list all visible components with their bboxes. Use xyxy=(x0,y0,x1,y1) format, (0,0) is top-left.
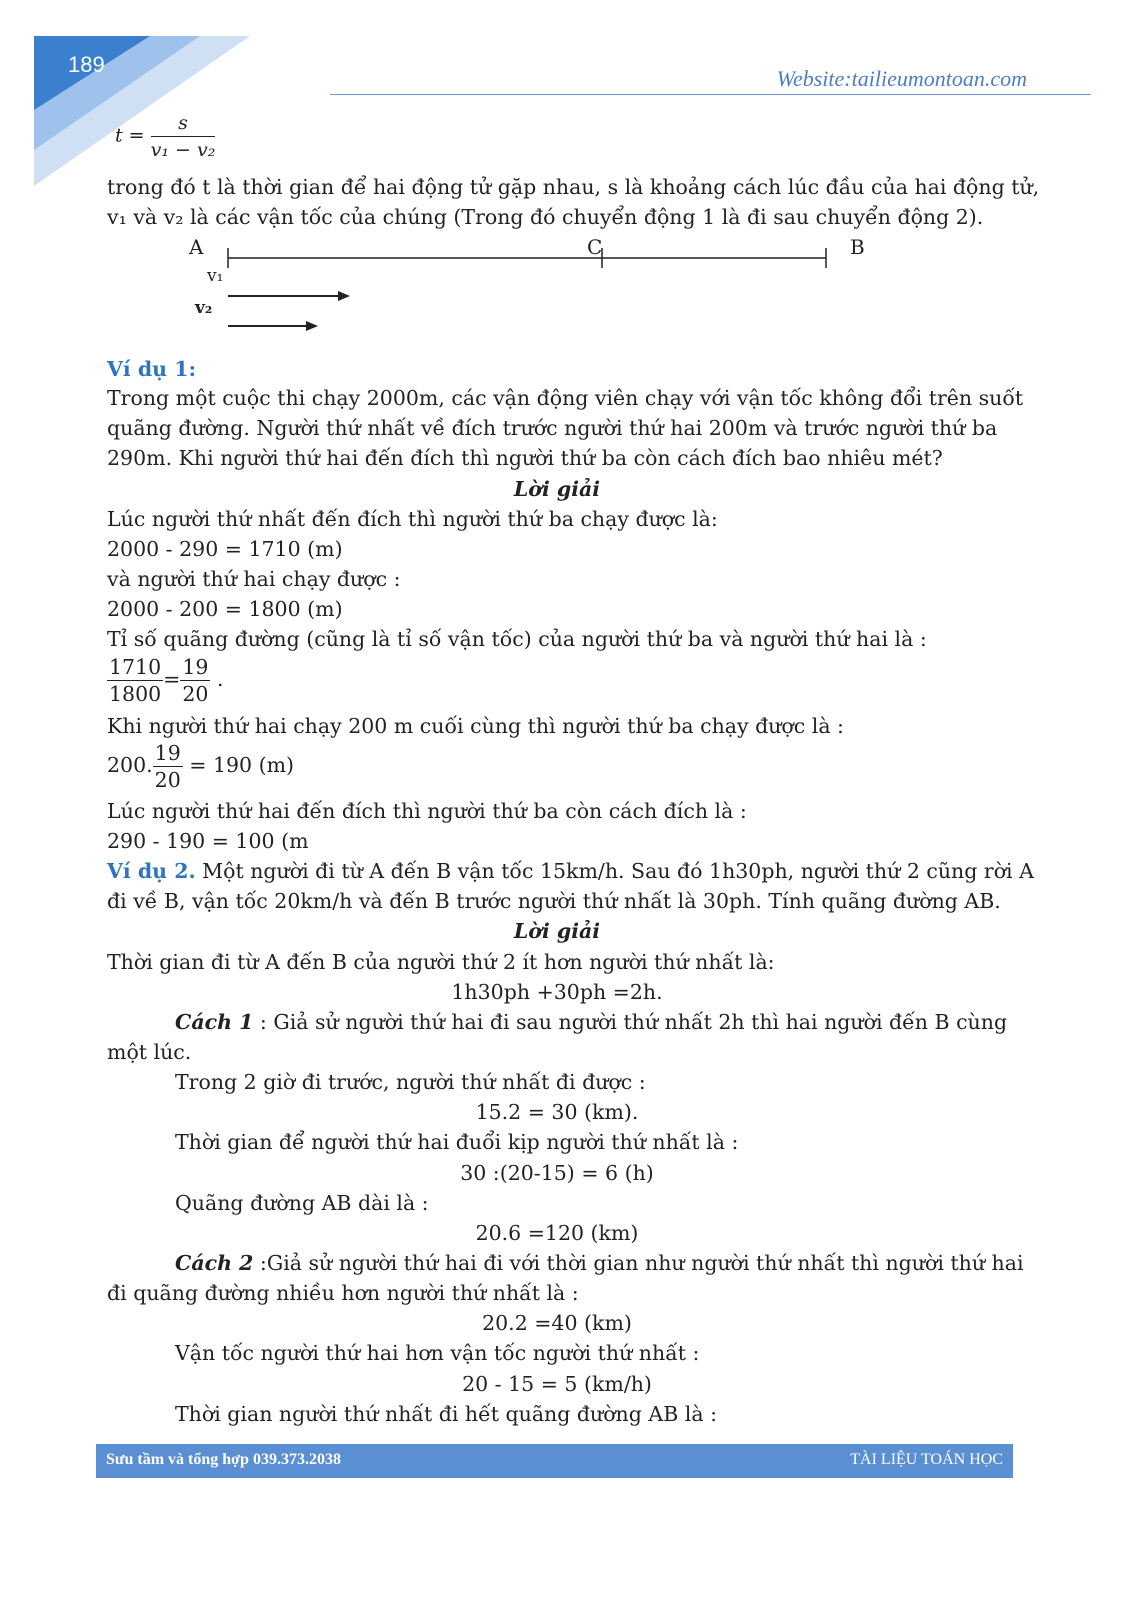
example2-problem-text: Một người đi từ A đến B vận tốc 15km/h. Sau đó 1h30ph, người thứ 2 cũng rời A xyxy=(195,859,1034,883)
ratio-fraction-2 xyxy=(180,654,210,707)
formula-lhs: t = xyxy=(115,124,145,147)
example1-problem-2: quãng đường. Người thứ nhất về đích trước người thứ hai 200m và trước người thứ ba xyxy=(107,416,998,440)
ratio-den-2: 20 xyxy=(182,682,209,706)
method2-line xyxy=(175,1250,1024,1276)
website-header: Website:tailieumontoan.com xyxy=(776,66,1027,91)
method1-f: 20.6 =120 (km) xyxy=(475,1221,639,1245)
ratio-fraction-1 xyxy=(107,654,163,707)
v2-label: v₂ xyxy=(195,298,213,318)
calc-pre: 200. xyxy=(107,753,153,777)
footer-right-text: TÀI LIỆU TOÁN HỌC xyxy=(850,1451,1003,1468)
example1-step-4: 2000 - 200 = 1800 (m) xyxy=(107,597,343,621)
formula-numerator: s xyxy=(151,110,216,137)
example2-problem-1 xyxy=(107,858,1034,884)
method2-label: Cách 2 xyxy=(175,1251,254,1275)
example2-step-2: 1h30ph +30ph =2h. xyxy=(451,980,663,1004)
method2-cont: đi quãng đường nhiều hơn người thứ nhất là : xyxy=(107,1281,579,1305)
example2-solution-title: Lời giải xyxy=(513,919,601,943)
method1-e: Quãng đường AB dài là : xyxy=(175,1191,429,1215)
footer-left-text: Sưu tầm và tổng hợp 039.373.2038 xyxy=(106,1451,341,1468)
calc-den: 20 xyxy=(154,768,181,792)
method1-cont: một lúc. xyxy=(107,1040,192,1064)
example1-problem-3: 290m. Khi người thứ hai đến đích thì người thứ ba còn cách đích bao nhiêu mét? xyxy=(107,446,943,470)
example1-step-5: Tỉ số quãng đường (cũng là tỉ số vận tốc) của người thứ ba và người thứ hai là : xyxy=(107,627,927,651)
intro-line-1: trong đó t là thời gian để hai động tử gặp nhau, s là khoảng cách lúc đầu của hai động tử, xyxy=(107,175,1040,199)
example1-step-6: Khi người thứ hai chạy 200 m cuối cùng thì người thứ ba chạy được là : xyxy=(107,714,844,738)
method1-a: Trong 2 giờ đi trước, người thứ nhất đi được : xyxy=(175,1070,646,1094)
example1-step-3: và người thứ hai chạy được : xyxy=(107,567,401,591)
corner-decoration xyxy=(0,0,260,200)
ratio-num-1: 1710 xyxy=(109,655,162,679)
example1-step-2: 2000 - 290 = 1710 (m) xyxy=(107,537,343,561)
method1-b: 15.2 = 30 (km). xyxy=(475,1100,639,1124)
method2-a: 20.2 =40 (km) xyxy=(482,1311,632,1335)
method1-c: Thời gian để người thứ hai đuổi kịp người thứ nhất là : xyxy=(175,1130,739,1154)
example1-step-8: 290 - 190 = 100 (m xyxy=(107,829,309,853)
example1-problem-1: Trong một cuộc thi chạy 2000m, các vận động viên chạy với vận tốc không đổi trên suốt xyxy=(107,386,1024,410)
v1-label: v₁ xyxy=(207,266,224,286)
formula-denominator: v₁ − v₂ xyxy=(150,139,216,161)
formula-fraction xyxy=(151,110,216,163)
method1-text: : Giả sử người thứ hai đi sau người thứ nhất 2h thì hai người đến B cùng xyxy=(253,1010,1008,1034)
calc-post: = 190 (m) xyxy=(182,753,295,777)
ratio-num-2: 19 xyxy=(182,655,209,679)
example2-step-1: Thời gian đi từ A đến B của người thứ 2 ít hơn người thứ nhất là: xyxy=(107,950,775,974)
example1-label: Ví dụ 1: xyxy=(107,357,197,381)
calc-num: 19 xyxy=(154,741,181,765)
example1-solution-title: Lời giải xyxy=(513,477,601,501)
ratio-end: . xyxy=(216,667,224,691)
header-rule xyxy=(330,94,1091,95)
example1-step-7: Lúc người thứ hai đến đích thì người thứ ba còn cách đích là : xyxy=(107,799,747,823)
intro-line-2: v₁ và v₂ là các vận tốc của chúng (Trong đó chuyển động 1 là đi sau chuyển động 2). xyxy=(107,205,984,229)
point-c-label: C xyxy=(587,235,603,259)
method1-line xyxy=(175,1009,1007,1035)
method1-d: 30 :(20-15) = 6 (h) xyxy=(460,1161,654,1185)
example2-problem-2: đi về B, vận tốc 20km/h và đến B trước người thứ nhất là 30ph. Tính quãng đường AB. xyxy=(107,889,1001,913)
method2-text: :Giả sử người thứ hai đi với thời gian như người thứ nhất thì người thứ hai xyxy=(253,1251,1024,1275)
diagram-lines xyxy=(180,232,900,342)
example1-calc xyxy=(107,740,294,793)
method2-d: Thời gian người thứ nhất đi hết quãng đường AB là : xyxy=(175,1402,717,1426)
formula-t xyxy=(115,110,215,163)
page-number: 189 xyxy=(68,52,105,77)
motion-diagram xyxy=(180,232,900,342)
point-a-label: A xyxy=(189,235,204,259)
method1-label: Cách 1 xyxy=(175,1010,254,1034)
method2-b: Vận tốc người thứ hai hơn vận tốc người thứ nhất : xyxy=(175,1341,700,1365)
point-b-label: B xyxy=(850,235,865,259)
example1-ratio xyxy=(107,654,224,707)
ratio-den-1: 1800 xyxy=(109,682,162,706)
example1-step-1: Lúc người thứ nhất đến đích thì người thứ ba chạy được là: xyxy=(107,507,718,531)
method2-c: 20 - 15 = 5 (km/h) xyxy=(462,1372,652,1396)
ratio-eq: = xyxy=(163,667,181,691)
example2-label: Ví dụ 2. xyxy=(107,859,196,883)
footer-bar xyxy=(96,1444,1013,1478)
calc-fraction xyxy=(153,740,183,793)
